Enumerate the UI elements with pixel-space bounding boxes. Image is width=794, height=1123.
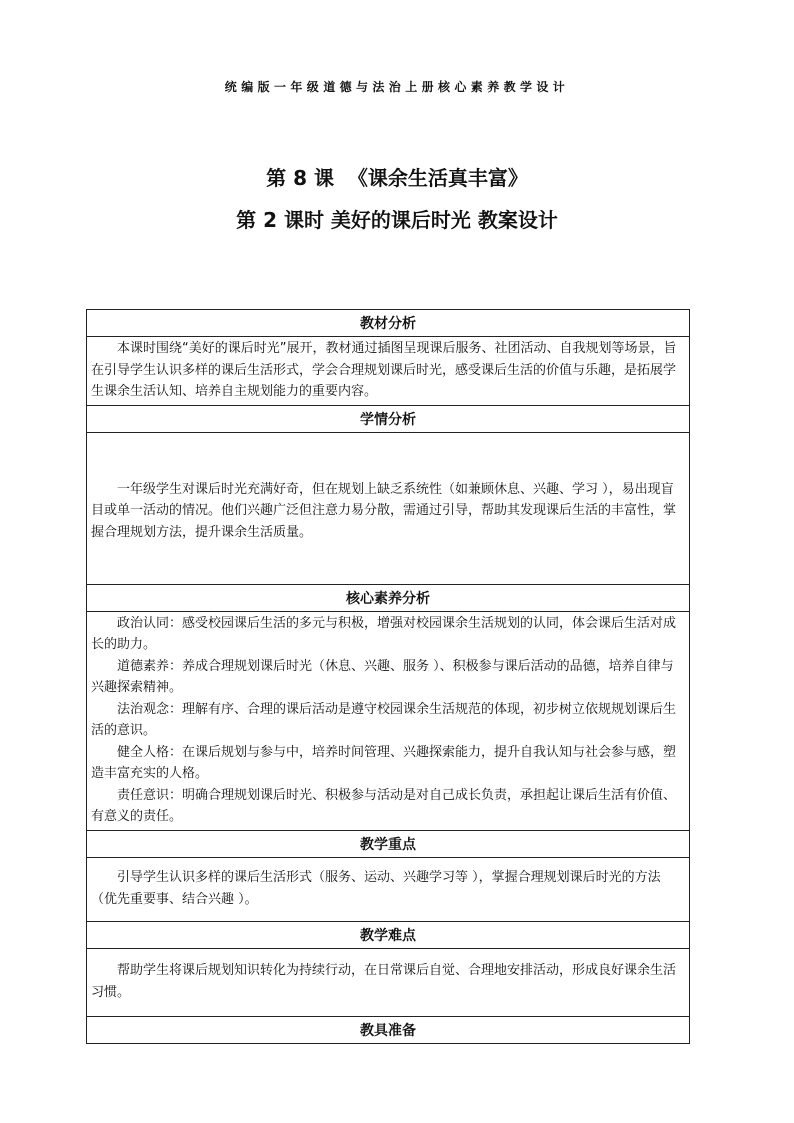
learner-analysis-body [87, 432, 690, 584]
teaching-aids-heading: 教具准备 [87, 1016, 690, 1043]
section-heading-row [87, 584, 690, 611]
section-heading-row [87, 921, 690, 948]
core-literacy-responsibility: 责任意识：明确合理规划课后时光、积极参与活动是对自己成长负责，承担起让课后生活有价值、有意义的责任。 [91, 787, 677, 824]
difficulties-body [87, 948, 690, 1016]
period-title: 第 2 课时 美好的课后时光 教案设计 [236, 208, 558, 232]
core-literacy-law: 法治观念：理解有序、合理的课后活动是遵守校园课余生活规范的体现，初步树立依规规划课后生活的意识。 [91, 701, 677, 738]
section-body-row [87, 432, 690, 584]
textbook-analysis-text: 本课时围绕“美好的课后时光”展开，教材通过插图呈现课后服务、社团活动、自我规划等场景，旨在引导学生认识多样的课后生活形式，学会合理规划课后时光，感受课后生活的价值与乐趣，是拓展学生课余生活认知、培养自主规划能力的重要内容。 [91, 341, 677, 399]
learner-analysis-text: 一年级学生对课后时光充满好奇，但在规划上缺乏系统性（如兼顾休息、兴趣、学习 ），易出现盲目或单一活动的情况。他们兴趣广泛但注意力易分散，需通过引导，帮助其发现课后生活的丰富性，掌握合理规划方法，提升课余生活质量。 [91, 481, 677, 540]
textbook-analysis-body [87, 337, 690, 406]
section-heading-row [87, 310, 690, 337]
lesson-title: 第 8 课 《课余生活真丰富》 [266, 166, 528, 190]
section-heading-row [87, 1016, 690, 1043]
textbook-analysis-heading: 教材分析 [87, 310, 690, 337]
section-body-row [87, 611, 690, 830]
section-body-row [87, 337, 690, 406]
difficulties-text: 帮助学生将课后规划知识转化为持续行动，在日常课后自觉、合理地安排活动，形成良好课余生活习惯。 [91, 963, 677, 1000]
core-literacy-body [87, 611, 690, 830]
learner-analysis-heading: 学情分析 [87, 405, 690, 432]
key-points-heading: 教学重点 [87, 830, 690, 857]
core-literacy-personality: 健全人格：在课后规划与参与中，培养时间管理、兴趣探索能力，提升自我认知与社会参与感，塑造丰富充实的人格。 [91, 744, 677, 781]
difficulties-heading: 教学难点 [87, 921, 690, 948]
section-body-row [87, 948, 690, 1016]
key-points-body [87, 857, 690, 921]
running-header: 统编版一年级道德与法治上册核心素养教学设计 [224, 80, 570, 94]
core-literacy-heading: 核心素养分析 [87, 584, 690, 611]
section-body-row [87, 857, 690, 921]
core-literacy-political: 政治认同：感受校园课后生活的多元与积极，增强对校园课余生活规划的认同，体会课后生活对成长的助力。 [91, 615, 677, 652]
key-points-text: 引导学生认识多样的课后生活形式（服务、运动、兴趣学习等 ），掌握合理规划课后时光的方法（优先重要事、结合兴趣 ）。 [91, 870, 661, 907]
section-heading-row [87, 830, 690, 857]
section-heading-row [87, 405, 690, 432]
lesson-plan-table [86, 309, 690, 1044]
core-literacy-moral: 道德素养：养成合理规划课后时光（休息、兴趣、服务 ）、积极参与课后活动的品德，培养自律与兴趣探索精神。 [91, 658, 674, 695]
